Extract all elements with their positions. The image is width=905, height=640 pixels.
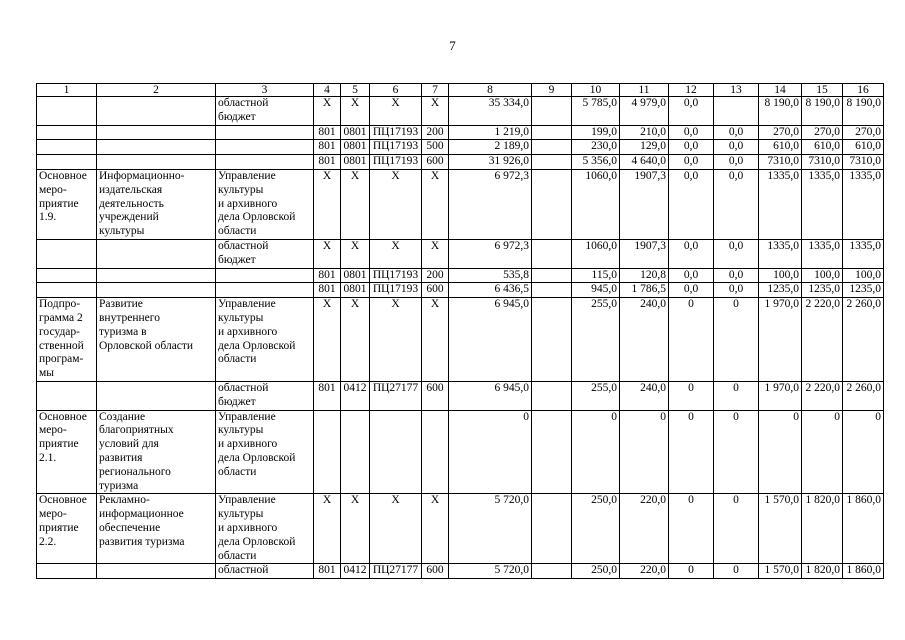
- table-cell: Управление культуры и архивного дела Орловской области: [216, 298, 314, 382]
- table-row: [37, 564, 884, 579]
- table-cell: ПЦ17193: [370, 268, 422, 283]
- table-cell: 100,0: [759, 268, 802, 283]
- table-cell: 5 720,0: [449, 564, 532, 579]
- table-cell: 250,0: [572, 564, 620, 579]
- table-cell: 115,0: [572, 268, 620, 283]
- table-cell: 1335,0: [759, 169, 802, 239]
- table-cell: 1 219,0: [449, 125, 532, 140]
- table-cell: [37, 283, 97, 298]
- table-cell: 240,0: [620, 298, 669, 382]
- table-cell: 0: [714, 410, 759, 494]
- table-cell: 255,0: [572, 381, 620, 410]
- table-cell: 0,0: [669, 155, 714, 170]
- table-cell: 0: [669, 564, 714, 579]
- table-cell: 0,0: [714, 169, 759, 239]
- table-cell: 2 260,0: [843, 298, 884, 382]
- table-cell: 0,0: [714, 283, 759, 298]
- header-cell: 2: [97, 84, 216, 97]
- table-cell: X: [314, 298, 341, 382]
- table-cell: [97, 140, 216, 155]
- table-cell: X: [341, 239, 370, 268]
- header-cell: 8: [449, 84, 532, 97]
- table-cell: [532, 494, 572, 564]
- table-cell: 0801: [341, 140, 370, 155]
- header-cell: 16: [843, 84, 884, 97]
- table-cell: 0,0: [714, 268, 759, 283]
- table-cell: 200: [422, 268, 449, 283]
- table-cell: 6 945,0: [449, 381, 532, 410]
- table-cell: Основное меро- приятие 1.9.: [37, 169, 97, 239]
- table-cell: 0: [843, 410, 884, 494]
- table-cell: 610,0: [802, 140, 843, 155]
- table-cell: 1335,0: [843, 239, 884, 268]
- table-cell: X: [422, 298, 449, 382]
- header-cell: 13: [714, 84, 759, 97]
- table-cell: X: [341, 494, 370, 564]
- table-cell: 1 860,0: [843, 494, 884, 564]
- table-cell: 945,0: [572, 283, 620, 298]
- table-row: [37, 494, 884, 564]
- table-cell: 4 640,0: [620, 155, 669, 170]
- table-cell: [532, 155, 572, 170]
- table-cell: 31 926,0: [449, 155, 532, 170]
- table-cell: 0: [714, 298, 759, 382]
- table-cell: 129,0: [620, 140, 669, 155]
- table-cell: [341, 410, 370, 494]
- table-cell: [37, 564, 97, 579]
- table-cell: Рекламно- информационное обеспечение развития туризма: [97, 494, 216, 564]
- table-cell: 100,0: [843, 268, 884, 283]
- table-cell: [37, 381, 97, 410]
- table-cell: областной бюджет: [216, 239, 314, 268]
- table-cell: 0801: [341, 125, 370, 140]
- table-body: [37, 84, 884, 579]
- budget-table: [36, 83, 884, 579]
- table-cell: 6 436,5: [449, 283, 532, 298]
- table-cell: [532, 125, 572, 140]
- table-cell: ПЦ17193: [370, 155, 422, 170]
- table-cell: 8 190,0: [802, 97, 843, 126]
- table-cell: областной: [216, 564, 314, 579]
- table-cell: 270,0: [802, 125, 843, 140]
- table-cell: 1335,0: [759, 239, 802, 268]
- table-cell: X: [422, 169, 449, 239]
- table-cell: X: [341, 298, 370, 382]
- table-cell: 610,0: [843, 140, 884, 155]
- table-cell: 270,0: [843, 125, 884, 140]
- table-cell: 0,0: [669, 239, 714, 268]
- header-cell: 6: [370, 84, 422, 97]
- table-cell: [532, 564, 572, 579]
- table-cell: 0,0: [669, 125, 714, 140]
- table-cell: 7310,0: [843, 155, 884, 170]
- table-cell: 1235,0: [843, 283, 884, 298]
- table-cell: [97, 125, 216, 140]
- table-cell: [37, 97, 97, 126]
- table-cell: 1 786,5: [620, 283, 669, 298]
- table-cell: [216, 155, 314, 170]
- table-cell: 0: [714, 381, 759, 410]
- table-cell: 0,0: [669, 283, 714, 298]
- table-cell: [532, 239, 572, 268]
- table-cell: 801: [314, 125, 341, 140]
- table-cell: [216, 268, 314, 283]
- header-cell: 9: [532, 84, 572, 97]
- table-cell: 1335,0: [802, 169, 843, 239]
- table-cell: 1 970,0: [759, 298, 802, 382]
- table-cell: 2 220,0: [802, 381, 843, 410]
- table-cell: Управление культуры и архивного дела Орловской области: [216, 169, 314, 239]
- table-cell: ПЦ17193: [370, 283, 422, 298]
- table-row: [37, 410, 884, 494]
- table-cell: ПЦ17193: [370, 125, 422, 140]
- table-cell: X: [422, 97, 449, 126]
- table-cell: 0,0: [669, 169, 714, 239]
- table-cell: 220,0: [620, 494, 669, 564]
- table-cell: 200: [422, 125, 449, 140]
- table-cell: 0,0: [714, 140, 759, 155]
- table-cell: [37, 125, 97, 140]
- table-cell: Основное меро- приятие 2.2.: [37, 494, 97, 564]
- header-cell: 3: [216, 84, 314, 97]
- table-cell: [216, 283, 314, 298]
- table-cell: 0,0: [714, 239, 759, 268]
- table-cell: 801: [314, 268, 341, 283]
- table-cell: 0: [714, 564, 759, 579]
- table-cell: 0412: [341, 564, 370, 579]
- table-cell: 7310,0: [759, 155, 802, 170]
- table-cell: 240,0: [620, 381, 669, 410]
- table-cell: 0: [449, 410, 532, 494]
- table-cell: 500: [422, 140, 449, 155]
- table-row: [37, 97, 884, 126]
- table-cell: 1907,3: [620, 239, 669, 268]
- table-cell: 1 820,0: [802, 494, 843, 564]
- header-cell: 1: [37, 84, 97, 97]
- table-cell: X: [422, 239, 449, 268]
- table-cell: 1335,0: [843, 169, 884, 239]
- header-cell: 11: [620, 84, 669, 97]
- table-cell: [97, 268, 216, 283]
- table-cell: 801: [314, 140, 341, 155]
- table-cell: 535,8: [449, 268, 532, 283]
- table-cell: 1335,0: [802, 239, 843, 268]
- table-cell: ПЦ27177: [370, 381, 422, 410]
- table-cell: Подпро- грамма 2 государ- ственной програм- мы: [37, 298, 97, 382]
- table-cell: 1907,3: [620, 169, 669, 239]
- table-cell: 0: [802, 410, 843, 494]
- table-cell: X: [370, 494, 422, 564]
- table-cell: 210,0: [620, 125, 669, 140]
- table-cell: ПЦ17193: [370, 140, 422, 155]
- table-cell: 801: [314, 155, 341, 170]
- table-row: [37, 125, 884, 140]
- header-cell: 15: [802, 84, 843, 97]
- table-cell: 35 334,0: [449, 97, 532, 126]
- header-cell: 10: [572, 84, 620, 97]
- table-cell: [532, 268, 572, 283]
- table-cell: X: [314, 169, 341, 239]
- table-cell: 8 190,0: [759, 97, 802, 126]
- table-row: [37, 155, 884, 170]
- table-cell: 0,0: [714, 125, 759, 140]
- table-cell: Развитие внутреннего туризма в Орловской области: [97, 298, 216, 382]
- table-cell: [216, 140, 314, 155]
- header-cell: 7: [422, 84, 449, 97]
- table-cell: 6 972,3: [449, 169, 532, 239]
- table-cell: [97, 155, 216, 170]
- table-row: [37, 283, 884, 298]
- table-row: [37, 381, 884, 410]
- table-cell: 1235,0: [759, 283, 802, 298]
- table-cell: 801: [314, 564, 341, 579]
- table-cell: 0: [669, 410, 714, 494]
- table-cell: 0,0: [669, 97, 714, 126]
- table-cell: Управление культуры и архивного дела Орловской области: [216, 410, 314, 494]
- table-cell: X: [314, 97, 341, 126]
- table-cell: 801: [314, 283, 341, 298]
- table-cell: 600: [422, 381, 449, 410]
- table-cell: [97, 381, 216, 410]
- table-cell: 4 979,0: [620, 97, 669, 126]
- table-cell: [532, 97, 572, 126]
- header-row: [37, 84, 884, 97]
- table-cell: 1235,0: [802, 283, 843, 298]
- table-cell: областной бюджет: [216, 381, 314, 410]
- table-cell: X: [370, 97, 422, 126]
- table-cell: Создание благоприятных условий для развития регионального туризма: [97, 410, 216, 494]
- table-cell: 100,0: [802, 268, 843, 283]
- table-cell: [532, 410, 572, 494]
- table-cell: 0: [620, 410, 669, 494]
- table-cell: 610,0: [759, 140, 802, 155]
- table-cell: 0: [714, 494, 759, 564]
- table-cell: 8 190,0: [843, 97, 884, 126]
- header-cell: 12: [669, 84, 714, 97]
- table-cell: 255,0: [572, 298, 620, 382]
- table-cell: 801: [314, 381, 341, 410]
- table-cell: 2 260,0: [843, 381, 884, 410]
- table-cell: 0801: [341, 268, 370, 283]
- table-cell: 1060,0: [572, 169, 620, 239]
- table-cell: 600: [422, 155, 449, 170]
- table-cell: 120,8: [620, 268, 669, 283]
- table-cell: 5 720,0: [449, 494, 532, 564]
- table-cell: 1 970,0: [759, 381, 802, 410]
- table-cell: [97, 564, 216, 579]
- table-cell: X: [370, 298, 422, 382]
- table-cell: [422, 410, 449, 494]
- table-cell: [532, 283, 572, 298]
- table-cell: [532, 169, 572, 239]
- table-cell: [97, 283, 216, 298]
- table-cell: [97, 97, 216, 126]
- table-cell: 250,0: [572, 494, 620, 564]
- table-cell: 1 570,0: [759, 564, 802, 579]
- table-cell: 0,0: [669, 140, 714, 155]
- table-cell: 0412: [341, 381, 370, 410]
- table-cell: X: [341, 97, 370, 126]
- table-cell: 5 785,0: [572, 97, 620, 126]
- table-row: [37, 268, 884, 283]
- table-cell: [37, 155, 97, 170]
- table-cell: 199,0: [572, 125, 620, 140]
- table-cell: 6 972,3: [449, 239, 532, 268]
- table-cell: 0: [669, 298, 714, 382]
- table-cell: областной бюджет: [216, 97, 314, 126]
- page-number: 7: [449, 38, 456, 53]
- table-cell: 0,0: [669, 268, 714, 283]
- table-cell: [714, 97, 759, 126]
- table-cell: X: [370, 239, 422, 268]
- table-cell: 0: [759, 410, 802, 494]
- header-cell: 14: [759, 84, 802, 97]
- table-cell: 5 356,0: [572, 155, 620, 170]
- table-cell: 0,0: [714, 155, 759, 170]
- table-cell: 1060,0: [572, 239, 620, 268]
- table-cell: X: [370, 169, 422, 239]
- table-cell: 600: [422, 564, 449, 579]
- table-row: [37, 298, 884, 382]
- table-cell: 220,0: [620, 564, 669, 579]
- table-cell: [532, 140, 572, 155]
- table-cell: 0: [572, 410, 620, 494]
- table-cell: X: [314, 494, 341, 564]
- table-cell: 270,0: [759, 125, 802, 140]
- table-cell: 7310,0: [802, 155, 843, 170]
- table-cell: X: [422, 494, 449, 564]
- table-cell: [37, 239, 97, 268]
- table-cell: ПЦ27177: [370, 564, 422, 579]
- table-cell: 230,0: [572, 140, 620, 155]
- table-cell: X: [341, 169, 370, 239]
- table-cell: 1 860,0: [843, 564, 884, 579]
- table-row: [37, 169, 884, 239]
- header-cell: 4: [314, 84, 341, 97]
- table-cell: 0: [669, 381, 714, 410]
- table-cell: [532, 298, 572, 382]
- table-cell: 0: [669, 494, 714, 564]
- table-cell: 1 820,0: [802, 564, 843, 579]
- table-cell: 2 220,0: [802, 298, 843, 382]
- table-cell: Управление культуры и архивного дела Орловской области: [216, 494, 314, 564]
- table-cell: 0801: [341, 155, 370, 170]
- table-cell: 0801: [341, 283, 370, 298]
- table-cell: [314, 410, 341, 494]
- table-row: [37, 140, 884, 155]
- table-cell: 600: [422, 283, 449, 298]
- table-cell: [532, 381, 572, 410]
- table-cell: X: [314, 239, 341, 268]
- table-cell: 6 945,0: [449, 298, 532, 382]
- table-cell: Информационно- издательская деятельность учреждений культуры: [97, 169, 216, 239]
- table-cell: [37, 268, 97, 283]
- header-cell: 5: [341, 84, 370, 97]
- table-cell: Основное меро- приятие 2.1.: [37, 410, 97, 494]
- table-cell: [97, 239, 216, 268]
- table-cell: [37, 140, 97, 155]
- table-row: [37, 239, 884, 268]
- table-cell: 2 189,0: [449, 140, 532, 155]
- table-cell: [216, 125, 314, 140]
- table-cell: 1 570,0: [759, 494, 802, 564]
- table-cell: [370, 410, 422, 494]
